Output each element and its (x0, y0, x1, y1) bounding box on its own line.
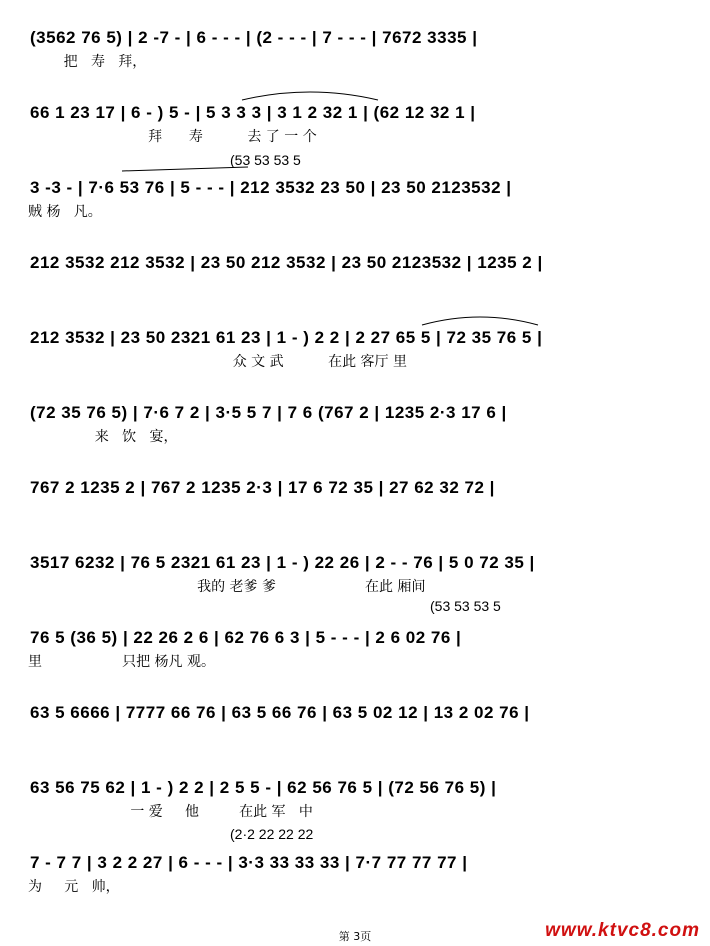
lyric-line-5: 众 文 武 在此 客厅 里 (28, 354, 408, 370)
lyric-line-12: 为 元 帅， (28, 879, 120, 895)
slur-mark (420, 313, 540, 327)
lyric-line-11: 一 爱 他 在此 军 中 (28, 804, 313, 820)
notation-line-12: 7 - 7 7 | 3 2 2 27 | 6 - - - | 3·3 33 33 33 | 7·7 77 77 77 | (30, 853, 468, 872)
notation-line-11: 63 56 75 62 | 1 - ) 2 2 | 2 5 5 - | 62 56 76 5 | (72 56 76 5) | (30, 778, 497, 797)
sub-notation-line-3: (53 53 53 5 (230, 152, 301, 168)
notation-line-3: 3 -3 - | 7·6 53 76 | 5 - - - | 212 3532 23 50 | 23 50 2123532 | (30, 178, 512, 197)
lyric-line-8: 我的 老爹 爹 在此 厢间 (28, 579, 426, 595)
sub-notation-line-12: (2·2 22 22 22 (230, 826, 314, 842)
notation-line-5: 212 3532 | 23 50 2321 61 23 | 1 - ) 2 2 | 2 27 65 5 | 72 35 76 5 | (30, 328, 543, 347)
notation-line-7: 767 2 1235 2 | 767 2 1235 2·3 | 17 6 72 35 | 27 62 32 72 | (30, 478, 495, 497)
slur-mark (240, 88, 380, 102)
notation-line-10: 63 5 6666 | 7777 66 76 | 63 5 66 76 | 63 5 02 12 | 13 2 02 76 | (30, 703, 530, 722)
notation-line-8: 3517 6232 | 76 5 2321 61 23 | 1 - ) 22 26 | 2 - - 76 | 5 0 72 35 | (30, 553, 535, 572)
lyric-line-6: 来 饮 宴， (28, 429, 178, 445)
notation-line-4: 212 3532 212 3532 | 23 50 212 3532 | 23 50 2123532 | 1235 2 | (30, 253, 543, 272)
lyric-line-10 (28, 729, 690, 745)
lyric-line-9: 里 只把 杨凡 观。 (28, 654, 216, 670)
lyric-line-3: 贼 杨 凡。 (28, 204, 102, 220)
notation-line-2: 66 1 23 17 | 6 - ) 5 - | 5 3 3 3 | 3 1 2 32 1 | (62 12 32 1 | (30, 103, 476, 122)
sub-notation-line-9: (53 53 53 5 (430, 598, 501, 614)
notation-line-6: (72 35 76 5) | 7·6 7 2 | 3·5 5 7 | 7 6 (767 2 | 1235 2·3 17 6 | (30, 403, 507, 422)
lyric-line-4 (28, 279, 690, 295)
site-watermark: www.ktvc8.com (545, 920, 700, 941)
page-number: 第 3页 (338, 930, 372, 943)
lyric-line-7 (28, 504, 690, 520)
lyric-line-1: 把 寿 拜， (28, 54, 147, 70)
notation-line-9: 76 5 (36 5) | 22 26 2 6 | 62 76 6 3 | 5 - - - | 2 6 02 76 | (30, 628, 462, 647)
lyric-line-2: 拜 寿 去 了 一 个 (28, 129, 317, 145)
notation-line-1: (3562 76 5) | 2 -7 - | 6 - - - | (2 - - - | 7 - - - | 7672 3335 | (30, 28, 478, 47)
